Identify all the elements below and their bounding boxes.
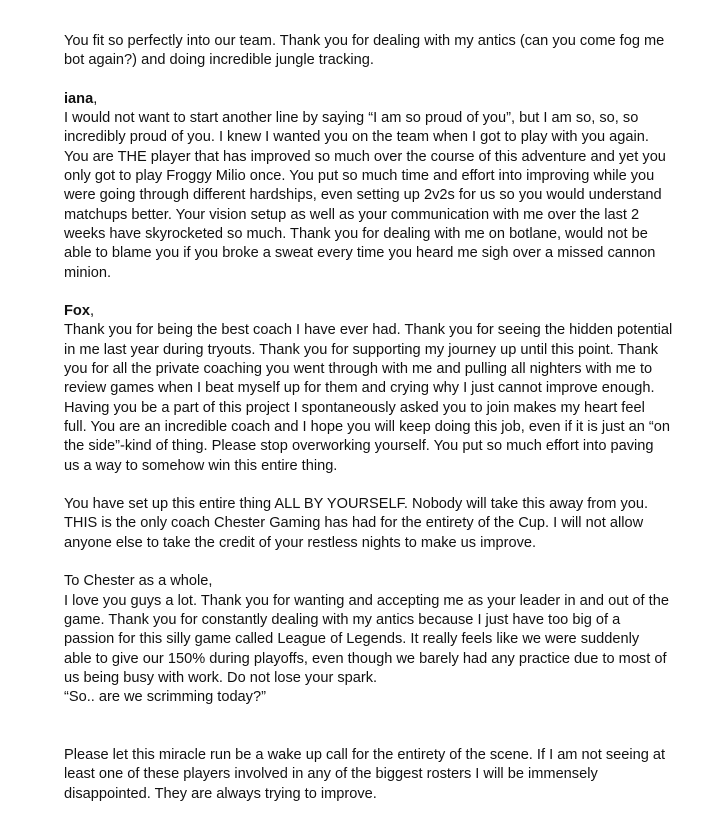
- chester-heading: To Chester as a whole,: [64, 573, 213, 590]
- chester-section: [64, 572, 674, 707]
- fox-section-continued: [64, 495, 674, 553]
- iana-section: [64, 90, 674, 283]
- text-line: anyone else to take the credit of your restless nights to make us improve.: [64, 534, 537, 551]
- text-line: bot again?) and doing incredible jungle tracking.: [64, 52, 374, 69]
- text-line: disappointed. They are always trying to improve.: [64, 785, 377, 802]
- intro-paragraph: [64, 32, 674, 71]
- spacer: [64, 727, 674, 746]
- text-line: the side”-kind of thing. Please stop overworking yourself. You put so much effort into paving: [64, 438, 654, 455]
- text-line: minion.: [64, 264, 112, 281]
- text-line: us a way to somehow win this entire thing.: [64, 457, 338, 474]
- text-line: incredibly proud of you. I knew I wanted you on the team when I got to play with you again.: [64, 129, 649, 146]
- text-line: full. You are an incredible coach and I hope you will keep doing this job, even if it is just an “on: [64, 418, 671, 435]
- text-line: You have set up this entire thing ALL BY YOURSELF. Nobody will take this away from you.: [64, 496, 649, 513]
- document-body: [64, 32, 674, 823]
- quote-line: “So.. are we scrimming today?”: [64, 689, 266, 706]
- text-line: game. Thank you for constantly dealing with my antics because I just have too big of a: [64, 611, 621, 628]
- text-line: I would not want to start another line by saying “I am so proud of you”, but I am so, so, so: [64, 110, 639, 127]
- text-line: Having you be a part of this project I spontaneously asked you to join makes my heart feel: [64, 399, 645, 416]
- text-line: us being busy with work. Do not lose your spark.: [64, 669, 378, 686]
- text-line: least one of these players involved in any of the biggest rosters I will be immensely: [64, 766, 598, 783]
- text-line: able to blame you if you broke a sweat every time you heard me sigh over a missed cannon: [64, 245, 656, 262]
- heading-comma: ,: [93, 90, 98, 107]
- fox-section: [64, 302, 674, 476]
- iana-heading: [64, 90, 674, 109]
- text-line: THIS is the only coach Chester Gaming has had for the entirety of the Cup. I will not allow: [64, 515, 644, 532]
- fox-heading: [64, 302, 674, 321]
- text-line: You fit so perfectly into our team. Thank you for dealing with my antics (can you come fog me: [64, 33, 665, 49]
- text-line: able to give our 150% during playoffs, even though we barely had any practice due to most of: [64, 650, 667, 667]
- text-line: Please let this miracle run be a wake up call for the entirety of the scene. If I am not seeing at: [64, 746, 666, 763]
- heading-comma: ,: [89, 303, 95, 320]
- text-line: review games when I beat myself up for them and crying why I just cannot improve enough.: [64, 380, 655, 397]
- fox-name: Fox: [64, 303, 90, 320]
- text-line: matchups better. Your vision setup as well as your communication with me over the last 2: [64, 206, 640, 223]
- text-line: you for all the private coaching you went through with me and pulling all nighters with me to: [64, 361, 653, 378]
- text-line: I love you guys a lot. Thank you for wanting and accepting me as your leader in and out of the: [64, 592, 669, 609]
- closing-paragraph: [64, 746, 674, 804]
- text-line: weeks have skyrocketed so much. Thank you for dealing with me on botlane, would not be: [64, 225, 648, 242]
- text-line: only got to play Froggy Milio once. You put so much time and effort into improving while you: [64, 168, 655, 185]
- text-line: were going through different hardships, even setting up 2v2s for us so you would understand: [64, 187, 662, 204]
- iana-name: iana: [64, 90, 94, 107]
- text-line: You are THE player that has improved so much over the course of this adventure and yet you: [64, 148, 666, 165]
- text-line: in me last year during tryouts. Thank you for supporting my journey up until this point. Thank: [64, 341, 659, 358]
- text-line: Thank you for being the best coach I have ever had. Thank you for seeing the hidden potential: [64, 322, 673, 339]
- text-line: passion for this silly game called League of Legends. It really feels like we were suddenly: [64, 631, 640, 648]
